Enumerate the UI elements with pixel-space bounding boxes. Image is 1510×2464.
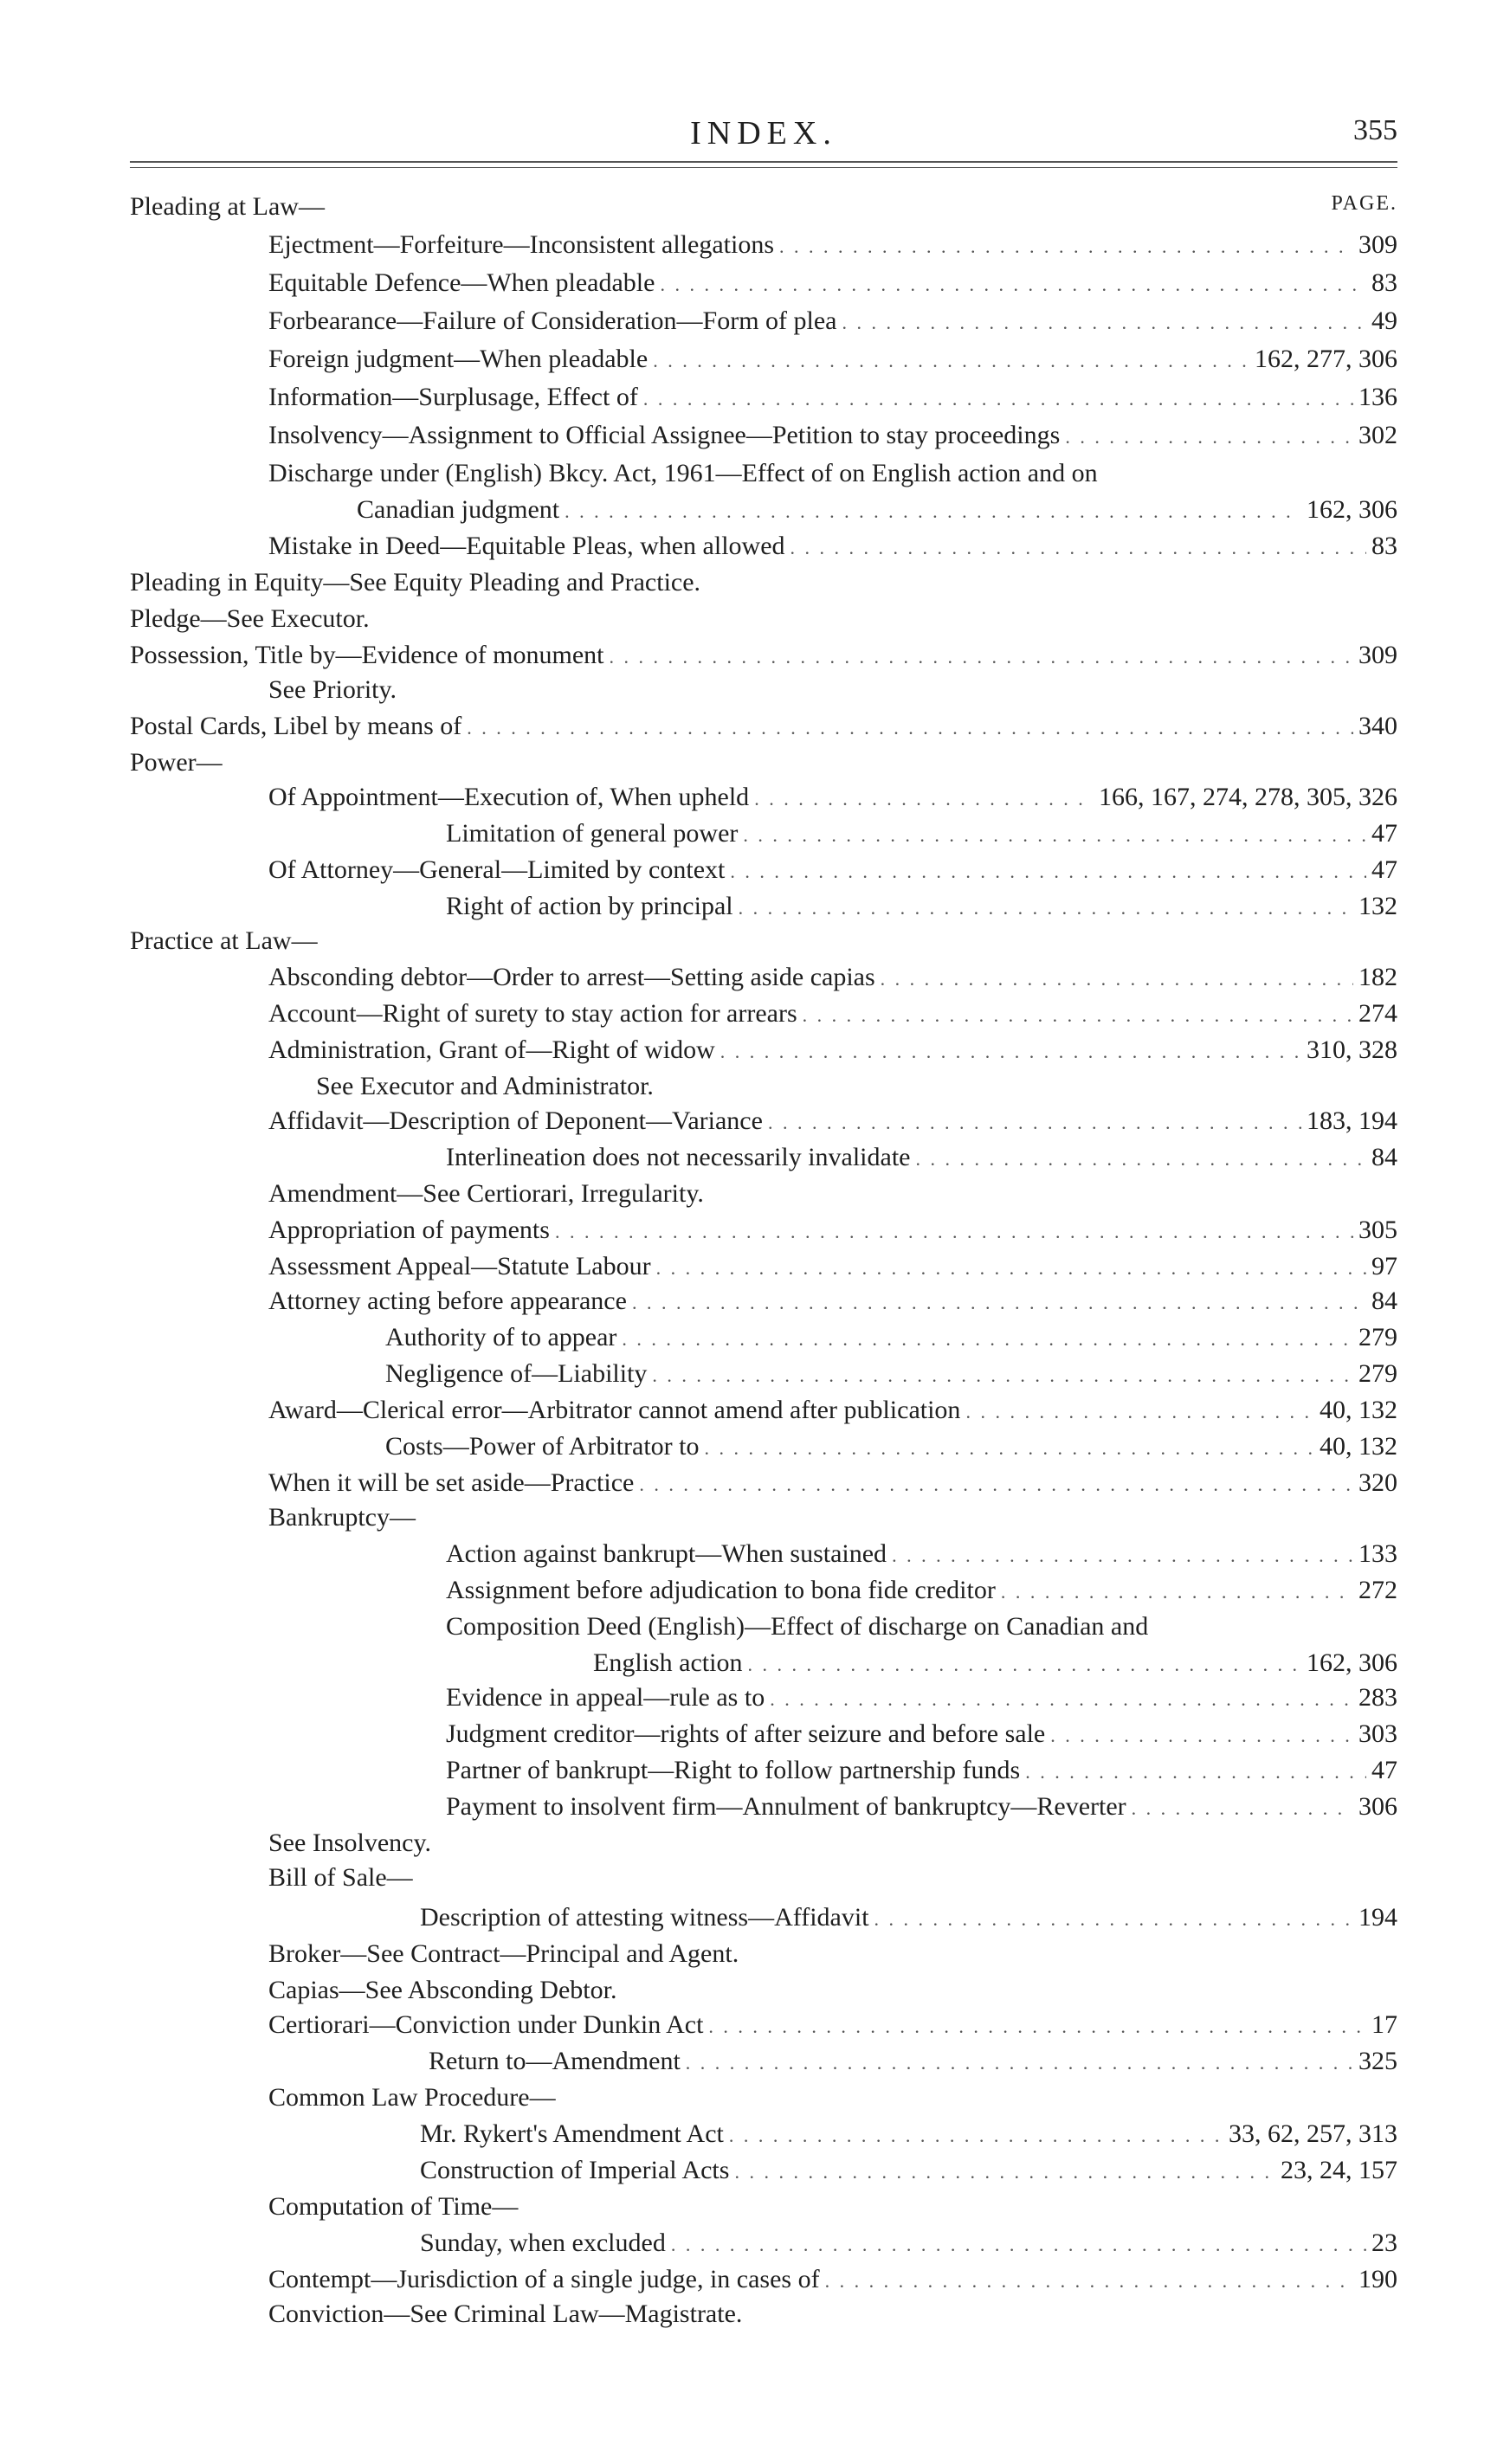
index-entry: Ejectment—Forfeiture—Inconsistent allegations . . . 309 bbox=[268, 227, 1397, 263]
index-entry: Information—Surplusage, Effect of . . . 136 bbox=[268, 379, 1397, 416]
index-entry: Evidence in appeal—rule as to . . . 283 bbox=[446, 1680, 1397, 1716]
index-entry: Power— bbox=[130, 748, 223, 777]
index-entry: Action against bankrupt—When sustained . . . 133 bbox=[446, 1536, 1397, 1572]
index-entry: Insolvency—Assignment to Official Assignee—Petition to stay proceedings . . . 302 bbox=[268, 417, 1397, 454]
index-entry: Common Law Procedure— bbox=[268, 2083, 556, 2112]
index-entry: Award—Clerical error—Arbitrator cannot amend after publication . . . 40, 132 bbox=[268, 1392, 1397, 1429]
index-entry: Affidavit—Description of Deponent—Variance . . . 183, 194 bbox=[268, 1103, 1397, 1139]
index-entry: Discharge under (English) Bkcy. Act, 1961—Effect of on English action and on bbox=[268, 459, 1098, 487]
index-entry: Foreign judgment—When pleadable . . . 162, 277, 306 bbox=[268, 341, 1397, 377]
index-entry: Computation of Time— bbox=[268, 2192, 519, 2221]
index-entry: Attorney acting before appearance . . . 84 bbox=[268, 1283, 1397, 1319]
index-entry: Pleading in Equity—See Equity Pleading and Practice. bbox=[130, 568, 701, 597]
index-entry: Equitable Defence—When pleadable . . . 83 bbox=[268, 265, 1397, 301]
index-entry: Certiorari—Conviction under Dunkin Act . . . 17 bbox=[268, 2007, 1397, 2043]
index-entry: Judgment creditor—rights of after seizure and before sale . . . 303 bbox=[446, 1716, 1397, 1752]
index-entry: See Executor and Administrator. bbox=[316, 1072, 654, 1100]
index-entry: Amendment—See Certiorari, Irregularity. bbox=[268, 1179, 704, 1208]
index-entry: Authority of to appear . . . 279 bbox=[385, 1319, 1397, 1356]
index-entry: Possession, Title by—Evidence of monument . . . 309 bbox=[130, 637, 1397, 674]
index-entry: Account—Right of surety to stay action for arrears . . . 274 bbox=[268, 996, 1397, 1032]
index-entry: Canadian judgment . . . 162, 306 bbox=[357, 492, 1397, 528]
index-entry: When it will be set aside—Practice . . . 320 bbox=[268, 1465, 1397, 1501]
index-entry: Mistake in Deed—Equitable Pleas, when allowed . . . 83 bbox=[268, 528, 1397, 564]
index-entry: Of Appointment—Execution of, When upheld . . . 166, 167, 274, 278, 305, 326 bbox=[268, 779, 1397, 816]
index-entry: Partner of bankrupt—Right to follow partnership funds . . . 47 bbox=[446, 1752, 1397, 1789]
index-entry: Interlineation does not necessarily invalidate . . . 84 bbox=[446, 1139, 1397, 1176]
index-entry: Bill of Sale— bbox=[268, 1863, 413, 1892]
index-entry: Postal Cards, Libel by means of . . . 340 bbox=[130, 708, 1397, 745]
index-entry: Sunday, when excluded . . . 23 bbox=[420, 2225, 1397, 2261]
index-entry: Contempt—Jurisdiction of a single judge, in cases of . . . 190 bbox=[268, 2261, 1397, 2298]
index-entry: Mr. Rykert's Amendment Act . . . 33, 62, 257, 313 bbox=[420, 2116, 1397, 2152]
index-entry: Broker—See Contract—Principal and Agent. bbox=[268, 1939, 739, 1968]
index-entry: Description of attesting witness—Affidavit . . . 194 bbox=[420, 1900, 1397, 1936]
index-entry: See Priority. bbox=[268, 675, 397, 704]
index-entry: Payment to insolvent firm—Annulment of bankruptcy—Reverter . . . 306 bbox=[446, 1789, 1397, 1825]
index-entry: English action . . . 162, 306 bbox=[593, 1645, 1397, 1681]
index-entry: Assignment before adjudication to bona fide creditor . . . 272 bbox=[446, 1572, 1397, 1609]
index-entry: Of Attorney—General—Limited by context . . . 47 bbox=[268, 852, 1397, 888]
index-entry: Construction of Imperial Acts . . . 23, 24, 157 bbox=[420, 2152, 1397, 2189]
index-entry: Practice at Law— bbox=[130, 926, 318, 955]
index-entry: Absconding debtor—Order to arrest—Setting aside capias . . . 182 bbox=[268, 959, 1397, 996]
index-entry: Conviction—See Criminal Law—Magistrate. bbox=[268, 2300, 743, 2328]
index-entry: Negligence of—Liability . . . 279 bbox=[385, 1356, 1397, 1392]
index-entry: Assessment Appeal—Statute Labour . . . 97 bbox=[268, 1248, 1397, 1285]
index-entry: Composition Deed (English)—Effect of discharge on Canadian and bbox=[446, 1612, 1149, 1641]
index-entry: Pleading at Law— bbox=[130, 192, 325, 221]
index-entry: Pledge—See Executor. bbox=[130, 604, 370, 633]
page-title: INDEX. bbox=[690, 115, 837, 152]
index-entry: Administration, Grant of—Right of widow . . . 310, 328 bbox=[268, 1032, 1397, 1068]
index-entry: Costs—Power of Arbitrator to . . . 40, 132 bbox=[385, 1429, 1397, 1465]
index-entry: Return to—Amendment . . . 325 bbox=[429, 2043, 1397, 2080]
index-entry: Right of action by principal . . . 132 bbox=[446, 888, 1397, 925]
page-column-label: PAGE. bbox=[1331, 192, 1397, 215]
page-number: 355 bbox=[1353, 114, 1397, 146]
index-entry: Capias—See Absconding Debtor. bbox=[268, 1976, 617, 2004]
index-entry: Appropriation of payments . . . 305 bbox=[268, 1212, 1397, 1248]
index-entry: Bankruptcy— bbox=[268, 1503, 416, 1532]
index-entry: Limitation of general power . . . 47 bbox=[446, 816, 1397, 852]
index-entry: Forbearance—Failure of Consideration—Form of plea . . . 49 bbox=[268, 303, 1397, 339]
index-entry: See Insolvency. bbox=[268, 1829, 431, 1857]
